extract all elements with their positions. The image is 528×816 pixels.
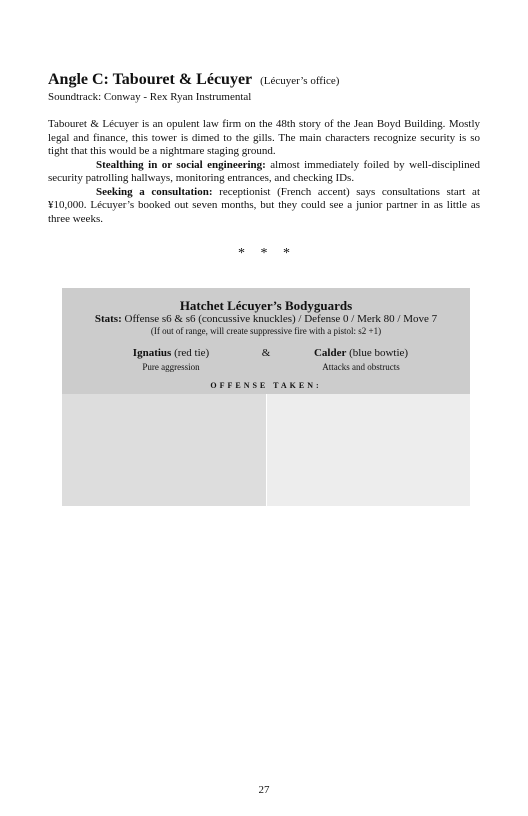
members-row	[62, 347, 470, 373]
members-separator: &	[261, 347, 271, 359]
member-name: Ignatius	[132, 347, 172, 359]
member-description: Attacks and obstructs	[322, 362, 400, 372]
member-detail: (blue bowtie)	[349, 347, 409, 359]
option-stealth-label: Stealthing in or social engineering:	[96, 158, 266, 171]
tracker-cell-ignatius[interactable]	[62, 394, 266, 506]
member-calder	[286, 347, 436, 373]
stat-block-stats	[62, 313, 470, 326]
page-number: 27	[258, 784, 270, 796]
angle-subtitle: (Lécuyer’s office)	[260, 75, 340, 87]
option-consultation-label: Seeking a consultation:	[96, 185, 213, 198]
option-consultation-paragraph	[48, 186, 480, 227]
option-consultation-text: receptionist (French accent) says consultations start at ¥10,000. Lécuyer’s booked out seven months, but they could see a junior partner in as little as three weeks.	[48, 185, 480, 225]
angle-heading	[48, 64, 480, 90]
soundtrack-line: Soundtrack: Conway - Rex Ryan Instrumental	[48, 91, 252, 103]
stat-block-note: (If out of range, will create suppressive fire with a pistol: s2 +1)	[150, 326, 382, 336]
intro-paragraph: Tabouret & Lécuyer is an opulent law firm on the 48th story of the Jean Boyd Building. Mostly legal and finance, this tower is dimed to the gills. The main characters recognize security is so tight that this would be a nightmare staging ground.	[48, 118, 480, 157]
member-name: Calder	[313, 347, 347, 359]
stats-label: Stats:	[94, 313, 122, 325]
offense-taken-label: OFFENSE TAKEN:	[210, 381, 322, 390]
tracker-cell-calder[interactable]	[266, 394, 471, 506]
member-detail: (red tie)	[174, 347, 210, 359]
option-stealth-paragraph	[48, 159, 480, 186]
offense-tracker	[62, 394, 470, 506]
option-stealth-text: almost immediately foiled by well-disciplined security patrolling hallways, monitoring entrances, and checking IDs.	[48, 158, 480, 184]
member-description: Pure aggression	[142, 362, 200, 372]
section-break: * * *	[238, 246, 290, 261]
page-content	[48, 64, 480, 226]
stats-text: Offense s6 & s6 (concussive knuckles) / Defense 0 / Merk 80 / Move 7	[124, 313, 438, 325]
member-ignatius	[96, 347, 246, 373]
stat-block-name: Hatchet Lécuyer’s Bodyguards	[179, 298, 353, 313]
stat-block	[62, 288, 470, 506]
stat-block-header	[62, 288, 470, 394]
angle-title: Angle C: Tabouret & Lécuyer	[48, 71, 253, 88]
